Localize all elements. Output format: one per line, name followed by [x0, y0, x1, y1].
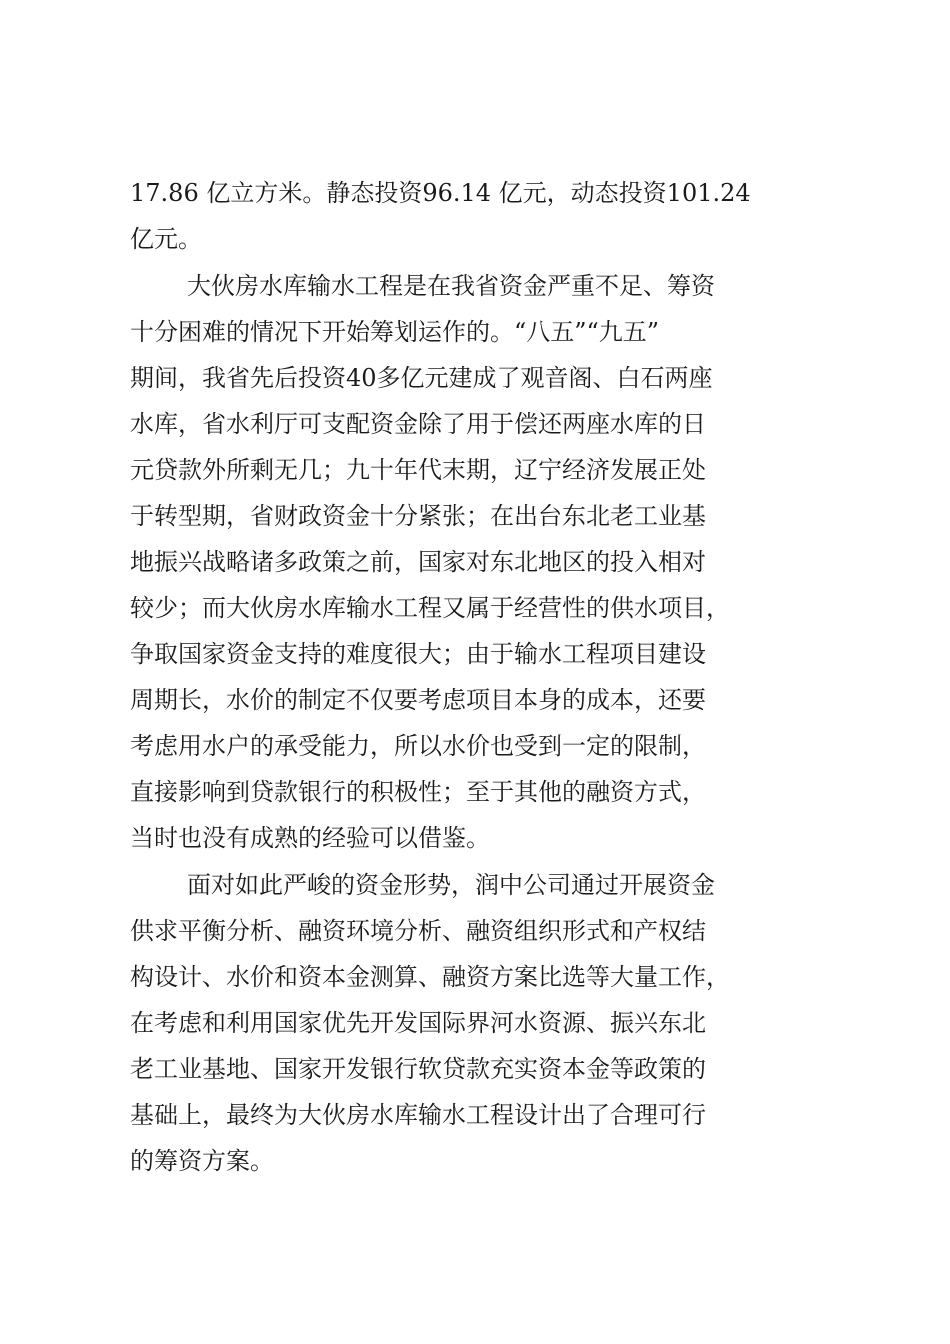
paragraph-3-line-5: 老工业基地、国家开发银行软贷款充实资本金等政策的	[130, 1055, 706, 1083]
paragraph-2-line-12: 直接影响到贷款银行的积极性；至于其他的融资方式，	[130, 778, 706, 806]
paragraph-2-line-7: 地振兴战略诸多政策之前，国家对东北地区的投入相对	[130, 548, 706, 576]
text-line-1: 17.86 亿立方米。静态投资96.14 亿元，动态投资101.24	[130, 179, 751, 207]
paragraph-2-line-3: 期间，我省先后投资40多亿元建成了观音阁、白石两座	[130, 364, 713, 392]
paragraph-3-line-6: 基础上，最终为大伙房水库输水工程设计出了合理可行	[130, 1101, 706, 1129]
paragraph-3-line-4: 在考虑和利用国家优先开发国际界河水资源、振兴东北	[130, 1009, 706, 1037]
paragraph-2-line-10: 周期长，水价的制定不仅要考虑项目本身的成本，还要	[130, 686, 706, 714]
paragraph-3-line-2: 供求平衡分析、融资环境分析、融资组织形式和产权结	[130, 917, 706, 945]
paragraph-2-line-6: 于转型期，省财政资金十分紧张；在出台东北老工业基	[130, 502, 706, 530]
paragraph-2-line-9: 争取国家资金支持的难度很大；由于输水工程项目建设	[130, 640, 706, 668]
paragraph-2-line-1: 大伙房水库输水工程是在我省资金严重不足、筹资	[187, 272, 715, 300]
paragraph-3-line-7: 的筹资方案。	[130, 1147, 274, 1175]
text-line-2: 亿元。	[130, 225, 202, 253]
paragraph-2-line-13: 当时也没有成熟的经验可以借鉴。	[130, 824, 490, 852]
paragraph-2-line-8: 较少；而大伙房水库输水工程又属于经营性的供水项目，	[130, 594, 730, 622]
paragraph-2-line-2: 十分困难的情况下开始筹划运作的。“八五”“九五”	[130, 318, 660, 346]
paragraph-2-line-5: 元贷款外所剩无几；九十年代末期，辽宁经济发展正处	[130, 456, 706, 484]
paragraph-3-line-3: 构设计、水价和资本金测算、融资方案比选等大量工作，	[130, 963, 730, 991]
paragraph-3-line-1: 面对如此严峻的资金形势，润中公司通过开展资金	[187, 871, 715, 899]
paragraph-2-line-4: 水库，省水利厅可支配资金除了用于偿还两座水库的日	[130, 410, 706, 438]
paragraph-2-line-11: 考虑用水户的承受能力，所以水价也受到一定的限制，	[130, 732, 706, 760]
